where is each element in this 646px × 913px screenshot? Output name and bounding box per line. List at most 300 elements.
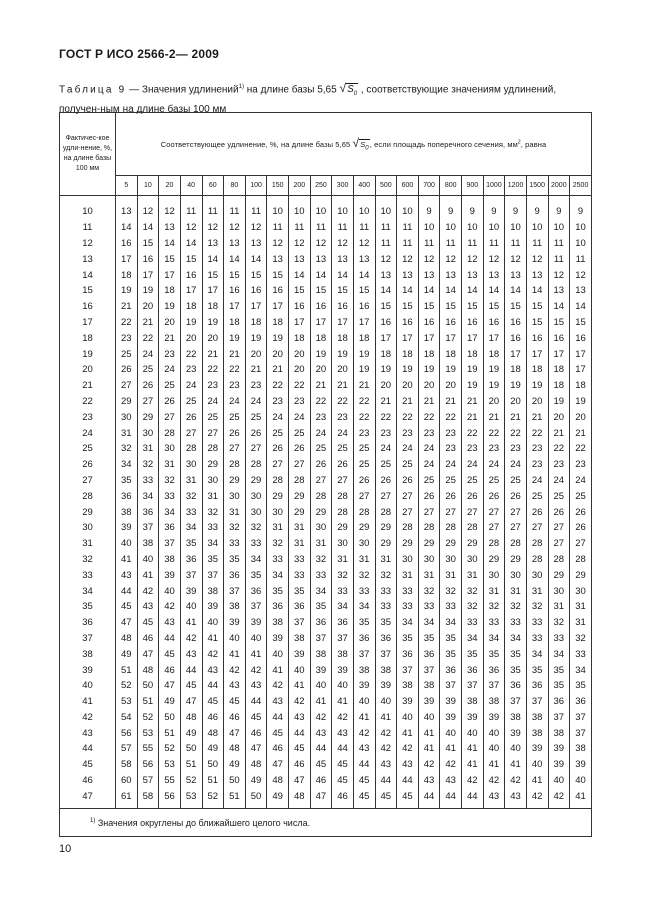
value-cell: 16: [353, 299, 375, 315]
caption-base-text: на длине базы 5,65: [243, 84, 337, 96]
value-cell: 27: [483, 504, 505, 520]
actual-elongation-cell: 43: [60, 725, 116, 741]
value-cell: 32: [267, 536, 289, 552]
value-cell: 14: [418, 283, 440, 299]
value-cell: 29: [375, 520, 397, 536]
value-cell: 30: [462, 552, 484, 568]
value-cell: 36: [440, 662, 462, 678]
value-cell: 33: [267, 552, 289, 568]
value-cell: 11: [180, 196, 202, 220]
table-row: [60, 536, 592, 552]
value-cell: 18: [548, 362, 570, 378]
value-cell: 43: [505, 788, 527, 808]
value-cell: 15: [483, 299, 505, 315]
value-cell: 27: [397, 504, 419, 520]
value-cell: 15: [526, 315, 548, 331]
value-cell: 23: [483, 441, 505, 457]
value-cell: 43: [483, 788, 505, 808]
value-cell: 40: [224, 631, 246, 647]
value-cell: 40: [267, 646, 289, 662]
value-cell: 15: [224, 267, 246, 283]
value-cell: 45: [116, 599, 138, 615]
actual-elongation-cell: 45: [60, 757, 116, 773]
value-cell: 10: [462, 220, 484, 236]
value-cell: 38: [310, 646, 332, 662]
value-cell: 21: [267, 362, 289, 378]
value-cell: 18: [548, 378, 570, 394]
column-header: 400: [353, 176, 375, 196]
value-cell: 30: [570, 583, 592, 599]
value-cell: 32: [418, 583, 440, 599]
value-cell: 15: [462, 299, 484, 315]
value-cell: 45: [159, 646, 181, 662]
table-row: [60, 567, 592, 583]
actual-elongation-cell: 29: [60, 504, 116, 520]
value-cell: 38: [116, 504, 138, 520]
value-cell: 34: [159, 504, 181, 520]
table-row: [60, 425, 592, 441]
value-cell: 39: [245, 615, 267, 631]
value-cell: 19: [310, 346, 332, 362]
value-cell: 27: [505, 504, 527, 520]
value-cell: 44: [353, 757, 375, 773]
table-row: [60, 599, 592, 615]
value-cell: 17: [570, 362, 592, 378]
value-cell: 31: [267, 520, 289, 536]
value-cell: 19: [462, 378, 484, 394]
value-cell: 17: [440, 330, 462, 346]
sqrt-s0: $√S_0$: [352, 136, 369, 152]
value-cell: 43: [137, 599, 159, 615]
value-cell: 19: [245, 330, 267, 346]
elongation-table: [59, 112, 592, 837]
value-cell: 17: [159, 267, 181, 283]
value-cell: 35: [202, 552, 224, 568]
column-header: 1200: [505, 176, 527, 196]
value-cell: 44: [267, 710, 289, 726]
value-cell: 50: [245, 788, 267, 808]
value-cell: 27: [548, 536, 570, 552]
value-cell: 47: [245, 741, 267, 757]
value-cell: 16: [505, 315, 527, 331]
value-cell: 18: [310, 330, 332, 346]
table-row: [60, 283, 592, 299]
value-cell: 51: [116, 662, 138, 678]
value-cell: 30: [397, 552, 419, 568]
value-cell: 35: [418, 631, 440, 647]
value-cell: 9: [570, 196, 592, 220]
value-cell: 25: [570, 488, 592, 504]
column-header: 60: [202, 176, 224, 196]
value-cell: 47: [289, 773, 311, 789]
value-cell: 39: [505, 725, 527, 741]
value-cell: 35: [116, 473, 138, 489]
value-cell: 35: [245, 567, 267, 583]
value-cell: 42: [505, 773, 527, 789]
value-cell: 40: [375, 694, 397, 710]
actual-elongation-cell: 37: [60, 631, 116, 647]
value-cell: 32: [332, 567, 354, 583]
value-cell: 15: [310, 283, 332, 299]
value-cell: 34: [440, 615, 462, 631]
value-cell: 18: [159, 283, 181, 299]
value-cell: 26: [310, 457, 332, 473]
value-cell: 40: [418, 710, 440, 726]
value-cell: 45: [137, 615, 159, 631]
value-cell: 44: [289, 725, 311, 741]
value-cell: 39: [116, 520, 138, 536]
value-cell: 17: [224, 299, 246, 315]
value-cell: 13: [483, 267, 505, 283]
value-cell: 21: [418, 394, 440, 410]
value-cell: 13: [116, 196, 138, 220]
table-row: [60, 251, 592, 267]
value-cell: 28: [462, 520, 484, 536]
value-cell: 19: [462, 362, 484, 378]
value-cell: 15: [267, 267, 289, 283]
value-cell: 28: [526, 536, 548, 552]
corner-header: Фактичес-кое удли-нение, %, на длине базы 100 мм: [60, 113, 116, 196]
value-cell: 35: [548, 662, 570, 678]
value-cell: 36: [570, 694, 592, 710]
value-cell: 16: [483, 315, 505, 331]
value-cell: 14: [137, 220, 159, 236]
value-cell: 15: [159, 251, 181, 267]
value-cell: 18: [353, 330, 375, 346]
value-cell: 34: [462, 631, 484, 647]
value-cell: 56: [159, 788, 181, 808]
value-cell: 35: [375, 615, 397, 631]
value-cell: 13: [310, 251, 332, 267]
value-cell: 40: [526, 757, 548, 773]
value-cell: 32: [116, 441, 138, 457]
value-cell: 24: [267, 409, 289, 425]
value-cell: 20: [375, 378, 397, 394]
value-cell: 38: [137, 536, 159, 552]
value-cell: 29: [462, 536, 484, 552]
value-cell: 38: [418, 678, 440, 694]
value-cell: 12: [159, 196, 181, 220]
value-cell: 18: [570, 378, 592, 394]
value-cell: 15: [505, 299, 527, 315]
value-cell: 14: [289, 267, 311, 283]
value-cell: 52: [180, 773, 202, 789]
value-cell: 54: [116, 710, 138, 726]
value-cell: 14: [180, 236, 202, 252]
table-footnote: $^{1)}$ Значения округлены до ближайшего целого числа.: [60, 809, 592, 837]
value-cell: 45: [353, 773, 375, 789]
value-cell: 9: [526, 196, 548, 220]
value-cell: 14: [483, 283, 505, 299]
value-cell: 45: [397, 788, 419, 808]
actual-elongation-cell: 39: [60, 662, 116, 678]
value-cell: 49: [159, 694, 181, 710]
value-cell: 17: [332, 315, 354, 331]
value-cell: 18: [440, 346, 462, 362]
value-cell: 49: [267, 788, 289, 808]
table-row: [60, 196, 592, 220]
value-cell: 12: [570, 267, 592, 283]
value-cell: 11: [310, 220, 332, 236]
value-cell: 23: [375, 425, 397, 441]
value-cell: 20: [180, 330, 202, 346]
value-cell: 60: [116, 773, 138, 789]
value-cell: 42: [375, 725, 397, 741]
value-cell: 43: [267, 694, 289, 710]
value-cell: 14: [440, 283, 462, 299]
value-cell: 16: [462, 315, 484, 331]
value-cell: 32: [245, 520, 267, 536]
value-cell: 39: [418, 694, 440, 710]
value-cell: 40: [570, 773, 592, 789]
value-cell: 41: [505, 757, 527, 773]
value-cell: 46: [332, 788, 354, 808]
value-cell: 13: [548, 283, 570, 299]
value-cell: 31: [116, 425, 138, 441]
value-cell: 33: [224, 536, 246, 552]
actual-elongation-cell: 36: [60, 615, 116, 631]
value-cell: 16: [267, 283, 289, 299]
value-cell: 36: [137, 504, 159, 520]
value-cell: 18: [397, 346, 419, 362]
value-cell: 34: [116, 457, 138, 473]
value-cell: 43: [289, 710, 311, 726]
table-row: [60, 394, 592, 410]
value-cell: 37: [526, 694, 548, 710]
value-cell: 23: [418, 425, 440, 441]
value-cell: 45: [353, 788, 375, 808]
column-header: 2500: [570, 176, 592, 196]
column-header: 1500: [526, 176, 548, 196]
value-cell: 34: [137, 488, 159, 504]
value-cell: 18: [375, 346, 397, 362]
value-cell: 51: [137, 694, 159, 710]
table-row: [60, 694, 592, 710]
value-cell: 29: [116, 394, 138, 410]
value-cell: 50: [137, 678, 159, 694]
value-cell: 18: [180, 299, 202, 315]
value-cell: 38: [526, 725, 548, 741]
value-cell: 22: [353, 409, 375, 425]
table-row: [60, 473, 592, 489]
value-cell: 31: [289, 536, 311, 552]
value-cell: 44: [202, 678, 224, 694]
actual-elongation-cell: 11: [60, 220, 116, 236]
value-cell: 42: [483, 773, 505, 789]
value-cell: 11: [418, 236, 440, 252]
actual-elongation-cell: 16: [60, 299, 116, 315]
value-cell: 35: [224, 552, 246, 568]
value-cell: 27: [332, 473, 354, 489]
actual-elongation-cell: 42: [60, 710, 116, 726]
table-row: [60, 457, 592, 473]
value-cell: 26: [418, 488, 440, 504]
value-cell: 16: [180, 267, 202, 283]
value-cell: 39: [526, 741, 548, 757]
value-cell: 29: [397, 536, 419, 552]
value-cell: 42: [397, 741, 419, 757]
value-cell: 20: [483, 394, 505, 410]
value-cell: 38: [548, 725, 570, 741]
value-cell: 12: [440, 251, 462, 267]
value-cell: 14: [505, 283, 527, 299]
value-cell: 32: [505, 599, 527, 615]
value-cell: 40: [116, 536, 138, 552]
value-cell: 9: [440, 196, 462, 220]
value-cell: 42: [159, 599, 181, 615]
value-cell: 30: [202, 473, 224, 489]
value-cell: 23: [159, 346, 181, 362]
value-cell: 56: [137, 757, 159, 773]
value-cell: 34: [505, 631, 527, 647]
value-cell: 37: [332, 631, 354, 647]
value-cell: 43: [418, 773, 440, 789]
value-cell: 10: [483, 220, 505, 236]
value-cell: 26: [116, 362, 138, 378]
value-cell: 9: [548, 196, 570, 220]
value-cell: 10: [548, 220, 570, 236]
value-cell: 11: [267, 220, 289, 236]
value-cell: 12: [353, 236, 375, 252]
column-header: 250: [310, 176, 332, 196]
value-cell: 41: [180, 615, 202, 631]
value-cell: 28: [267, 473, 289, 489]
value-cell: 25: [289, 425, 311, 441]
value-cell: 19: [116, 283, 138, 299]
value-cell: 15: [245, 267, 267, 283]
value-cell: 20: [289, 346, 311, 362]
value-cell: 11: [548, 236, 570, 252]
value-cell: 24: [483, 457, 505, 473]
value-cell: 14: [310, 267, 332, 283]
value-cell: 35: [353, 615, 375, 631]
value-cell: 25: [526, 488, 548, 504]
value-cell: 29: [310, 504, 332, 520]
value-cell: 43: [310, 725, 332, 741]
value-cell: 42: [310, 710, 332, 726]
actual-elongation-cell: 24: [60, 425, 116, 441]
value-cell: 22: [440, 409, 462, 425]
value-cell: 39: [375, 678, 397, 694]
value-cell: 35: [483, 646, 505, 662]
value-cell: 23: [245, 378, 267, 394]
value-cell: 51: [180, 757, 202, 773]
value-cell: 40: [137, 552, 159, 568]
value-cell: 48: [289, 788, 311, 808]
value-cell: 36: [418, 646, 440, 662]
actual-elongation-cell: 10: [60, 196, 116, 220]
value-cell: 35: [440, 631, 462, 647]
value-cell: 28: [440, 520, 462, 536]
value-cell: 22: [180, 346, 202, 362]
value-cell: 18: [202, 299, 224, 315]
value-cell: 10: [310, 196, 332, 220]
column-header: 150: [267, 176, 289, 196]
value-cell: 42: [440, 757, 462, 773]
value-cell: 17: [526, 346, 548, 362]
value-cell: 23: [353, 425, 375, 441]
actual-elongation-cell: 20: [60, 362, 116, 378]
value-cell: 31: [483, 583, 505, 599]
value-cell: 11: [526, 236, 548, 252]
value-cell: 43: [375, 757, 397, 773]
value-cell: 24: [137, 346, 159, 362]
value-cell: 33: [137, 473, 159, 489]
value-cell: 37: [245, 599, 267, 615]
value-cell: 22: [418, 409, 440, 425]
value-cell: 31: [375, 552, 397, 568]
value-cell: 45: [202, 694, 224, 710]
value-cell: 16: [548, 330, 570, 346]
value-cell: 26: [159, 394, 181, 410]
value-cell: 16: [505, 330, 527, 346]
value-cell: 32: [159, 473, 181, 489]
column-header: 200: [289, 176, 311, 196]
value-cell: 34: [332, 599, 354, 615]
value-cell: 14: [202, 251, 224, 267]
value-cell: 48: [180, 710, 202, 726]
value-cell: 40: [462, 725, 484, 741]
value-cell: 25: [116, 346, 138, 362]
actual-elongation-cell: 32: [60, 552, 116, 568]
value-cell: 53: [137, 725, 159, 741]
value-cell: 19: [180, 315, 202, 331]
value-cell: 38: [224, 599, 246, 615]
value-cell: 37: [570, 710, 592, 726]
value-cell: 48: [116, 631, 138, 647]
value-cell: 47: [159, 678, 181, 694]
value-cell: 48: [267, 773, 289, 789]
value-cell: 18: [289, 330, 311, 346]
value-cell: 39: [462, 710, 484, 726]
value-cell: 20: [526, 394, 548, 410]
value-cell: 37: [159, 536, 181, 552]
value-cell: 47: [267, 757, 289, 773]
value-cell: 30: [353, 536, 375, 552]
actual-elongation-cell: 30: [60, 520, 116, 536]
actual-elongation-cell: 46: [60, 773, 116, 789]
value-cell: 27: [245, 441, 267, 457]
value-cell: 31: [353, 552, 375, 568]
value-cell: 24: [526, 473, 548, 489]
value-cell: 24: [375, 441, 397, 457]
value-cell: 16: [310, 299, 332, 315]
value-cell: 51: [202, 773, 224, 789]
value-cell: 41: [289, 678, 311, 694]
value-cell: 10: [289, 196, 311, 220]
value-cell: 41: [462, 741, 484, 757]
value-cell: 29: [137, 409, 159, 425]
value-cell: 41: [224, 646, 246, 662]
value-cell: 30: [332, 536, 354, 552]
actual-elongation-cell: 26: [60, 457, 116, 473]
value-cell: 32: [202, 504, 224, 520]
value-cell: 20: [289, 362, 311, 378]
value-cell: 28: [180, 441, 202, 457]
value-cell: 47: [116, 615, 138, 631]
value-cell: 17: [548, 346, 570, 362]
value-cell: 33: [202, 520, 224, 536]
value-cell: 24: [418, 441, 440, 457]
value-cell: 12: [462, 251, 484, 267]
value-cell: 26: [397, 473, 419, 489]
value-cell: 26: [375, 473, 397, 489]
value-cell: 23: [224, 378, 246, 394]
value-cell: 17: [462, 330, 484, 346]
value-cell: 22: [526, 425, 548, 441]
value-cell: 48: [137, 662, 159, 678]
value-cell: 37: [462, 678, 484, 694]
